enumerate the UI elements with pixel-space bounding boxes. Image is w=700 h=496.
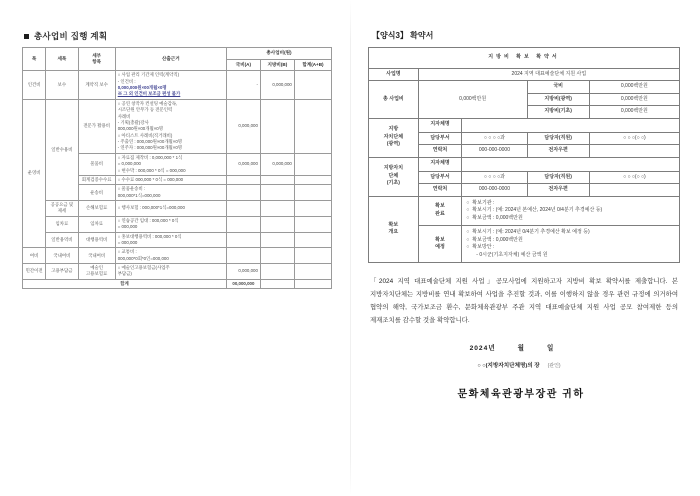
circle-marker-icon: ○ bbox=[466, 199, 470, 206]
secure-done-label bbox=[418, 196, 462, 226]
cell-calculation-basis bbox=[115, 185, 226, 201]
basis-line: ○ 수수료 000,000 * 0식 = 000,000 bbox=[117, 176, 184, 182]
date-year: 2024년 bbox=[469, 344, 496, 352]
cell-detail-item: 운송비 bbox=[78, 185, 115, 201]
org-basic-title-line1: 지방자치 bbox=[383, 165, 404, 172]
secure-outline-line2: 개요 bbox=[388, 229, 399, 236]
table-header bbox=[23, 48, 332, 71]
secure-done-line-0: ○ 확보기관 : bbox=[466, 199, 495, 206]
cell-semok: 일반용역비 bbox=[46, 232, 78, 248]
table-header-row-1 bbox=[23, 48, 332, 60]
cell-sum bbox=[294, 71, 331, 100]
table-total-row bbox=[23, 279, 332, 288]
cell-calculation-basis bbox=[115, 153, 226, 175]
cell-jibangbi bbox=[260, 99, 294, 153]
basis-line: 사례비 bbox=[117, 113, 131, 119]
local-basic-label: 지방비(기초) bbox=[527, 106, 589, 119]
pledge-doc-title: 지방비 확보 확약서 bbox=[369, 48, 680, 69]
cell-mok: 운영비 bbox=[23, 99, 46, 248]
cell-sum bbox=[294, 216, 331, 232]
cell-gukbi: 0,000,000 bbox=[226, 99, 260, 153]
cell-sum bbox=[294, 185, 331, 201]
org-wide-email-value[interactable] bbox=[589, 145, 679, 158]
cell-calculation-basis bbox=[115, 264, 226, 280]
secure-planned-line2: 예정 bbox=[435, 244, 445, 250]
secure-done-line2: 완료 bbox=[435, 210, 445, 217]
table-row bbox=[23, 264, 332, 280]
basis-line: ○ 홍보대행용역비 : 000,000 * 0식 bbox=[117, 233, 182, 239]
col-header-jibangbi: 지방비(B) bbox=[260, 59, 294, 71]
cell-detail-item: 계약직 보수 bbox=[78, 71, 115, 100]
cell-gukbi: - bbox=[226, 71, 260, 100]
project-name-value: 2024 지역 대표예술단체 지원 사업 bbox=[418, 68, 679, 81]
org-wide-title-line2: 자치단체 bbox=[383, 133, 404, 140]
table-row bbox=[23, 216, 332, 232]
org-wide-name-value[interactable] bbox=[462, 118, 680, 132]
cell-sum bbox=[294, 175, 331, 184]
org-wide-name-label: 지자체명 bbox=[418, 118, 462, 132]
cell-sum bbox=[294, 264, 331, 280]
basis-line: ○ 물품운송비 : bbox=[117, 186, 146, 192]
org-wide-manager-label: 담당자(직원) bbox=[527, 132, 589, 145]
basis-line: ○ 교통비 : bbox=[117, 249, 137, 255]
cell-calculation-basis bbox=[115, 232, 226, 248]
local-basic-value: 0,000백만원 bbox=[589, 106, 679, 119]
secure-planned-line-0: ○ 확보시기 : (예: 2024년 0/4분기 추경예산 확보 예정 등) bbox=[466, 229, 590, 235]
total-cost-value: 0,000백만원 bbox=[418, 81, 527, 119]
cell-semok: 보수 bbox=[46, 71, 78, 100]
basis-line: ○ 자료집 제작비 : 0,000,000 * 1식 bbox=[117, 154, 183, 160]
cell-calculation-basis bbox=[115, 175, 226, 184]
basis-line: ※ 그 외 인건비 보조금 편성 불가 bbox=[117, 91, 181, 97]
cell-jibangbi: 0,000,000 bbox=[260, 71, 294, 100]
org-wide-title-line3: (광역) bbox=[386, 141, 400, 148]
org-basic-name-row bbox=[369, 157, 680, 171]
org-wide-manager-value[interactable]: ○ ○ ○(○ ○) bbox=[589, 132, 679, 145]
total-cost-row-gukbi bbox=[369, 81, 680, 94]
cell-detail-item: 전문가 활용비 bbox=[78, 99, 115, 153]
secure-planned-subline: - 0시군(기초지자체) 예산 금액 원 bbox=[476, 251, 548, 258]
form-tag-label: 【양식3】 확약서 bbox=[372, 31, 434, 40]
right-document-page bbox=[350, 0, 700, 496]
cell-jibangbi bbox=[260, 175, 294, 184]
date-month: 월 bbox=[517, 344, 526, 352]
circle-marker-icon: ○ bbox=[466, 244, 470, 250]
org-basic-email-value[interactable] bbox=[589, 184, 679, 197]
circle-marker-icon: ○ bbox=[466, 214, 470, 221]
secure-planned-details bbox=[462, 226, 680, 263]
pledge-body-paragraph: 「2024 지역 대표예술단체 지원 사업」공모사업에 지원하고자 지방비 확보 확약서를 제출합니다. 본 지방자치단체는 지방비를 연내 확보하여 사업을 추진할 것과, 이를 이행하지 않을 경우 관련 규정에 의거하여 협약의 해약, 국가보조금 환수, 문화체육관광부 주관 지역 대표예술단체 지원 사업 공모 참여제한 등의 제재조치를 감수할 것을 확약합니다. bbox=[370, 278, 678, 325]
cell-detail-item: 대행용역비 bbox=[78, 232, 115, 248]
org-basic-name-label: 지자체명 bbox=[418, 157, 462, 171]
cell-detail-item: 손해보험료 bbox=[78, 201, 115, 217]
col-header-detail-item-line2: 항목 bbox=[92, 59, 102, 65]
budget-execution-table bbox=[22, 47, 332, 289]
cell-gukbi bbox=[226, 232, 260, 248]
basis-line: ○ 행사보험 : 000,000*1식=000,000 bbox=[117, 205, 185, 211]
secure-done-line-2: ○ 확보금액 : 0,000백만원 bbox=[466, 214, 523, 221]
secure-planned-line1: 확보 bbox=[435, 236, 445, 243]
org-wide-phone-label: 연락처 bbox=[418, 145, 462, 158]
cell-sum bbox=[294, 99, 331, 153]
project-name-row bbox=[369, 68, 680, 81]
secure-outline-line1: 확보 bbox=[388, 221, 399, 228]
total-jibangbi bbox=[260, 279, 294, 288]
official-seal-label: (관인) bbox=[547, 362, 561, 369]
date-line bbox=[368, 342, 680, 352]
col-header-mok: 목 bbox=[23, 48, 46, 71]
basis-line: ○ 사업 관리 기간제 인력(계약직) bbox=[117, 72, 180, 78]
org-basic-phone-value[interactable]: 000-000-0000 bbox=[462, 184, 527, 197]
cell-semok: 고용부담금 bbox=[46, 264, 78, 280]
basis-line: 0,000,000원×00개월×0명 bbox=[117, 85, 167, 91]
org-basic-phone-label: 연락처 bbox=[418, 184, 462, 197]
pledge-form-table bbox=[368, 47, 680, 263]
cell-sum bbox=[294, 248, 331, 264]
cell-calculation-basis bbox=[115, 201, 226, 217]
cell-jibangbi: 0,000,000 bbox=[260, 153, 294, 175]
basis-line: ○ 현수막 : 000,000 * 0식 = 000,000 bbox=[117, 167, 186, 173]
cell-semok: 국내여비 bbox=[46, 248, 78, 264]
basis-line: - 인건비 : bbox=[117, 78, 136, 84]
doc-title-row bbox=[369, 48, 680, 69]
cell-gukbi bbox=[226, 216, 260, 232]
cell-jibangbi bbox=[260, 232, 294, 248]
cell-detail-item: 물품비 bbox=[78, 153, 115, 175]
cell-semok: 임차료 bbox=[46, 216, 78, 232]
secure-planned-line-1: ○ 확보금액 : 0,000백만원 bbox=[466, 236, 523, 243]
cell-calculation-basis bbox=[115, 71, 226, 100]
cell-gukbi bbox=[226, 201, 260, 217]
circle-marker-icon: ○ bbox=[466, 229, 470, 235]
org-wide-dept-label: 담당부서 bbox=[418, 132, 462, 145]
col-header-detail-item-line1: 세부 bbox=[92, 52, 102, 58]
org-basic-manager-label: 담당자(직원) bbox=[527, 171, 589, 184]
basis-line: - 연주자 : 000,000원×00개월×0명 bbox=[117, 145, 183, 151]
col-header-detail-item bbox=[78, 48, 115, 71]
basis-line: 시조단원 안무가 등 전문인력 bbox=[117, 107, 173, 113]
cell-detail-item: 회계검증수수료 bbox=[78, 175, 115, 184]
cell-jibangbi bbox=[260, 216, 294, 232]
basis-line: ○ 아티스트 사례비(직거래비) bbox=[117, 132, 173, 138]
org-basic-dept-label: 담당부서 bbox=[418, 171, 462, 184]
cell-detail-item: 국내여비 bbox=[78, 248, 115, 264]
cell-mok: 민간이전 bbox=[23, 264, 46, 280]
secure-done-line1: 확보 bbox=[435, 203, 445, 210]
cell-mok: 인건비 bbox=[23, 71, 46, 100]
cell-calculation-basis bbox=[115, 216, 226, 232]
basis-line: - 기획(총괄)강사 bbox=[117, 119, 149, 125]
addressee-line: 문화체육관광부장관 귀하 bbox=[457, 388, 585, 400]
cell-calculation-basis bbox=[115, 248, 226, 264]
table-row bbox=[23, 248, 332, 264]
org-wide-name-row bbox=[369, 118, 680, 132]
signer-line bbox=[368, 361, 680, 369]
signer-name: ○ ○(지방자치단체명)의 장 bbox=[477, 362, 540, 369]
cell-jibangbi bbox=[260, 185, 294, 201]
col-header-semok: 세목 bbox=[46, 48, 78, 71]
local-wide-value: 0,000백만원 bbox=[589, 93, 679, 106]
page-title bbox=[24, 30, 332, 42]
cell-detail-item: 예술인 고용보험료 bbox=[78, 264, 115, 280]
table-footer bbox=[23, 279, 332, 288]
cell-gukbi bbox=[226, 175, 260, 184]
cell-semok: 일반수용비 bbox=[46, 99, 78, 200]
basis-line: ○ 예술인고용보험금(사업주 bbox=[117, 265, 170, 271]
secure-done-details bbox=[462, 196, 680, 226]
cell-jibangbi bbox=[260, 264, 294, 280]
basis-line: ○ 연습공간 임대 : 000,000 * 0식 bbox=[117, 217, 179, 223]
cell-gukbi: 0,000,000 bbox=[226, 264, 260, 280]
section-title-text: 총사업비 집행 계획 bbox=[34, 31, 108, 41]
cell-gukbi bbox=[226, 185, 260, 201]
basis-line: = 000,000 bbox=[117, 239, 138, 245]
basis-line: = 0,000,000 bbox=[117, 161, 142, 167]
org-basic-title-line3: (기초) bbox=[386, 180, 400, 187]
cell-sum bbox=[294, 153, 331, 175]
basis-line: 000,000*0회*0인=000,000 bbox=[117, 255, 169, 261]
col-header-gukbi: 국비(A) bbox=[226, 59, 260, 71]
gukbi-label: 국비 bbox=[527, 81, 589, 94]
basis-line: ○ 공연 창작자 컨설팅 예술감독, bbox=[117, 100, 178, 106]
project-name-label: 사업명 bbox=[369, 68, 419, 81]
cell-gukbi bbox=[226, 248, 260, 264]
col-header-total-budget-group: 총사업비(원) bbox=[226, 48, 331, 60]
gukbi-value: 0,000백만원 bbox=[589, 81, 679, 94]
table-body bbox=[23, 71, 332, 280]
table-row bbox=[23, 99, 332, 153]
org-wide-dept-value[interactable]: ○ ○ ○ ○과 bbox=[462, 132, 527, 145]
org-wide-title bbox=[369, 118, 419, 157]
cell-sum bbox=[294, 232, 331, 248]
basis-line: = 000,000 bbox=[117, 224, 138, 230]
org-wide-phone-value[interactable]: 000-000-0000 bbox=[462, 145, 527, 158]
org-basic-email-label: 전자우편 bbox=[527, 184, 589, 197]
table-row bbox=[23, 232, 332, 248]
cell-sum bbox=[294, 201, 331, 217]
date-day: 일 bbox=[547, 344, 555, 352]
table-row bbox=[23, 71, 332, 100]
cell-jibangbi bbox=[260, 201, 294, 217]
cell-gukbi: 0,000,000 bbox=[226, 153, 260, 175]
cell-detail-item: 임차료 bbox=[78, 216, 115, 232]
secure-planned-label bbox=[418, 226, 462, 263]
org-wide-title-line1: 지방 bbox=[388, 126, 399, 133]
org-basic-dept-value[interactable]: ○ ○ ○ ○과 bbox=[462, 171, 527, 184]
org-basic-title-line2: 단체 bbox=[388, 172, 399, 179]
cell-calculation-basis bbox=[115, 99, 226, 153]
cell-mok: 여비 bbox=[23, 248, 46, 264]
circle-marker-icon: ○ bbox=[466, 207, 470, 213]
total-gukbi: 00,000,000 bbox=[226, 279, 260, 288]
total-sum bbox=[294, 279, 331, 288]
secure-done-row bbox=[369, 196, 680, 226]
secure-planned-line-2: ○ 확보방안 : bbox=[466, 244, 495, 250]
local-wide-label: 지방비(광역) bbox=[527, 93, 589, 106]
org-basic-manager-value[interactable]: ○ ○ ○(○ ○) bbox=[589, 171, 679, 184]
circle-marker-icon: ○ bbox=[466, 236, 470, 243]
secure-outline-title bbox=[369, 196, 419, 263]
basis-line: 000,000*1식=000,000 bbox=[117, 192, 161, 198]
basis-line: 000,000원×00개월×0명 bbox=[117, 126, 163, 132]
square-bullet-icon bbox=[24, 34, 29, 39]
basis-line: 부담금) bbox=[117, 271, 132, 277]
org-wide-email-label: 전자우편 bbox=[527, 145, 589, 158]
total-cost-label: 총 사업비 bbox=[369, 81, 419, 119]
col-header-sum: 합계(A+B) bbox=[294, 59, 331, 71]
total-label: 합계 bbox=[23, 279, 227, 288]
cell-semok: 공공요금 및 제세 bbox=[46, 201, 78, 217]
cell-jibangbi bbox=[260, 248, 294, 264]
table-row bbox=[23, 201, 332, 217]
org-basic-name-value[interactable] bbox=[462, 157, 680, 171]
secure-done-line-1: ○ 확보시기 : (예: 2024년 본예산, 2024년 0/4분기 추경예산 등) bbox=[466, 207, 603, 213]
org-basic-title bbox=[369, 157, 419, 196]
col-header-basis: 산출근거 bbox=[115, 48, 226, 71]
basis-line: - 주출연 : 000,000원×00개월×0명 bbox=[117, 139, 183, 145]
